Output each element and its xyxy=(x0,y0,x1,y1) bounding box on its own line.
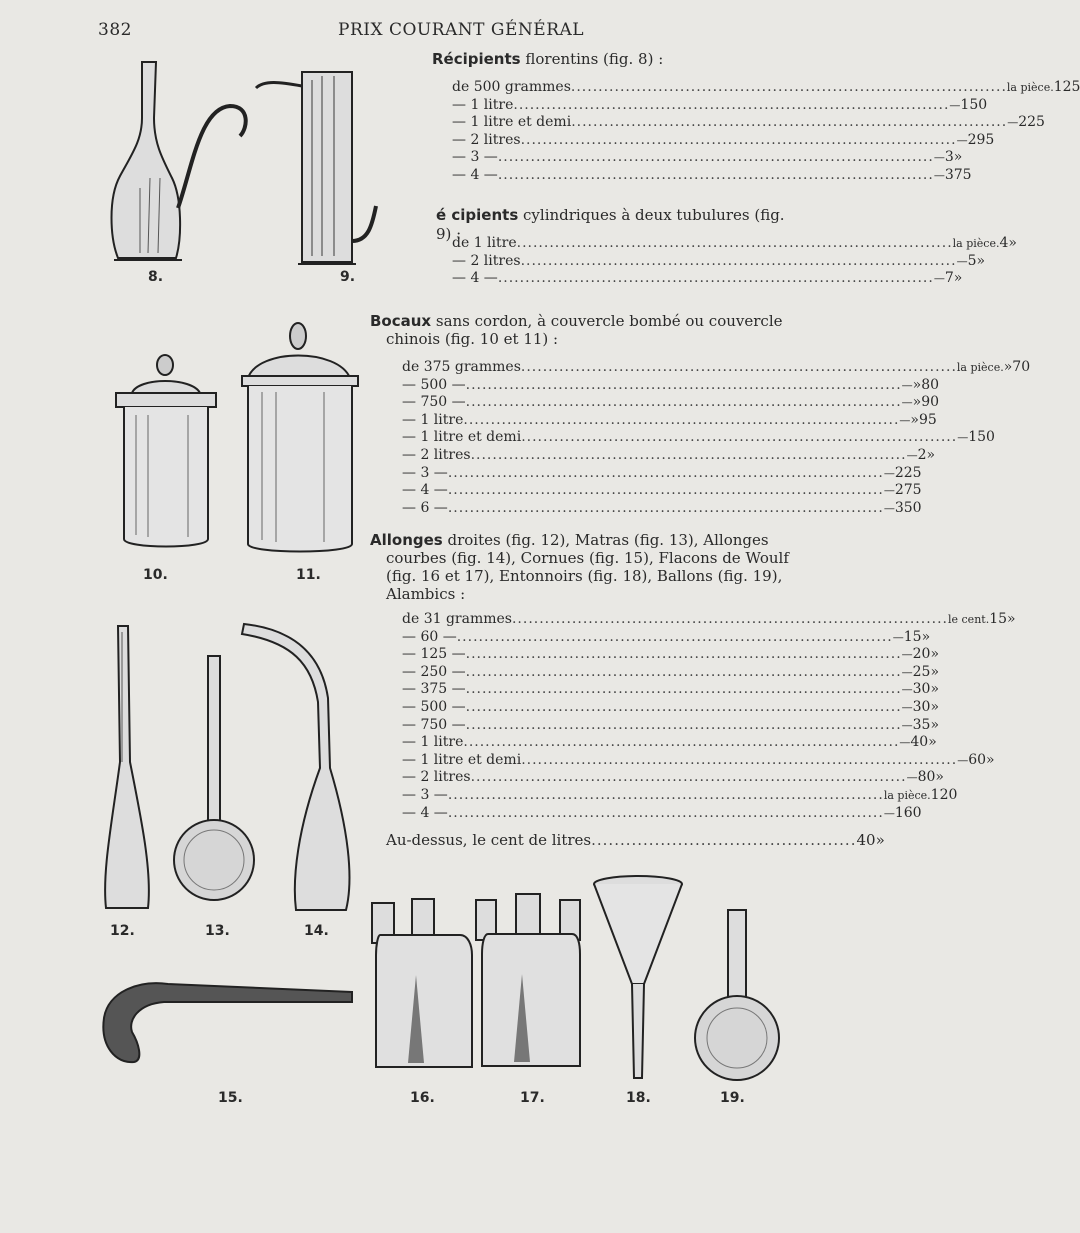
price-row xyxy=(402,646,940,663)
leader-dots: ................................................................................ xyxy=(521,751,958,768)
price-centimes: 50 xyxy=(903,499,922,516)
section-heading-rest: cylindriques à deux tubulures (fig. 9) : xyxy=(436,206,785,243)
price-francs: 7 xyxy=(944,270,954,287)
leader-dots: ................................................................................ xyxy=(465,716,902,733)
figure-10-jar xyxy=(112,355,222,555)
row-label: — 500 — xyxy=(402,376,466,393)
row-unit: — xyxy=(1007,116,1019,130)
figure-label-8: 8. xyxy=(148,269,164,285)
price-centimes: » xyxy=(953,270,963,287)
row-label: — 1 litre et demi xyxy=(452,114,572,131)
price-centimes: » xyxy=(928,734,937,751)
price-row xyxy=(402,464,922,482)
page-number: 382 xyxy=(98,20,132,40)
page-title: PRIX COURANT GÉNÉRAL xyxy=(338,20,585,40)
row-label: — 4 — xyxy=(402,804,448,821)
price-francs: 1 xyxy=(894,804,904,821)
figure-11-jar-chinese-lid xyxy=(238,322,362,557)
row-unit: — xyxy=(899,736,911,750)
price-francs: 15 xyxy=(903,628,922,645)
row-label: — 2 litres xyxy=(402,447,471,463)
leader-dots: ................................................................................ xyxy=(497,270,934,287)
row-unit: — xyxy=(957,431,969,445)
price-francs: 80 xyxy=(917,769,936,786)
price-centimes: » xyxy=(953,149,963,166)
price-row xyxy=(402,611,1016,628)
leader-dots: ................................................................................ xyxy=(520,359,957,375)
section-heading-line2: chinois (fig. 10 et 11) : xyxy=(386,330,559,348)
price-francs: 60 xyxy=(968,751,987,768)
row-unit: — xyxy=(883,806,895,820)
row-label: — 750 — xyxy=(402,394,466,411)
price-centimes: » xyxy=(930,681,940,698)
price-row xyxy=(452,235,1017,252)
row-label: — 3 — xyxy=(402,787,448,803)
row-label: de 375 grammes xyxy=(402,359,521,375)
section-heading-recipients-florentins xyxy=(432,50,663,69)
price-row xyxy=(402,716,940,734)
price-francs: 1 xyxy=(1053,79,1063,95)
section-heading-line2: courbes (fig. 14), Cornues (fig. 15), Flacons de Woulf xyxy=(386,549,789,567)
row-label: — 6 — xyxy=(402,499,448,516)
section-heading-line4: Alambics : xyxy=(386,585,466,603)
row-label: — 2 litres xyxy=(452,252,521,269)
row-unit: — xyxy=(956,254,968,268)
figure-9-cylindrical-recipient xyxy=(250,66,390,271)
row-label: — 1 litre xyxy=(402,734,464,751)
row-label: — 375 — xyxy=(402,681,466,698)
price-row xyxy=(402,787,958,804)
price-francs: 1 xyxy=(968,429,978,446)
row-unit: — xyxy=(933,151,945,165)
price-centimes: » xyxy=(930,646,940,663)
price-centimes: » xyxy=(986,751,995,768)
figure-label-12: 12. xyxy=(110,923,135,939)
price-row xyxy=(452,131,995,149)
price-francs: 35 xyxy=(912,716,931,733)
row-unit: — xyxy=(899,413,911,427)
price-francs: 40 xyxy=(856,831,876,849)
row-unit: — xyxy=(883,466,895,480)
figure-17-woulf-flask-three-necks xyxy=(474,890,586,1075)
figure-label-15: 15. xyxy=(218,1090,243,1106)
row-unit: la pièce. xyxy=(883,789,931,802)
price-row xyxy=(402,376,940,394)
price-centimes: 70 xyxy=(1012,359,1031,375)
leader-dots: ................................................................................ xyxy=(470,447,907,463)
figure-12-straight-allonge xyxy=(92,622,162,918)
row-unit: — xyxy=(906,771,918,785)
leader-dots: ................................................................................ xyxy=(447,787,884,803)
price-row xyxy=(452,79,1080,96)
figure-14-curved-allonge xyxy=(238,618,358,918)
price-row xyxy=(402,429,995,446)
price-francs: 3 xyxy=(894,499,904,516)
row-label: — 4 — xyxy=(452,167,498,183)
row-label: — 500 — xyxy=(402,699,466,715)
price-centimes: 25 xyxy=(903,464,922,481)
figure-18-funnel xyxy=(590,874,686,1084)
row-unit: la pièce. xyxy=(1006,81,1054,94)
row-unit: — xyxy=(901,701,913,714)
row-unit: — xyxy=(933,272,945,286)
section-heading-bold: Bocaux xyxy=(370,312,432,330)
row-label: de 31 grammes xyxy=(402,611,512,627)
row-unit: — xyxy=(956,133,968,147)
leader-dots: ................................................................................ xyxy=(465,663,902,680)
price-francs: 1 xyxy=(930,787,940,803)
price-row xyxy=(452,114,1045,131)
price-centimes: 75 xyxy=(953,167,972,183)
row-label: — 1 litre xyxy=(402,411,464,428)
price-centimes: » xyxy=(921,628,931,645)
price-francs: 5 xyxy=(967,252,977,269)
price-centimes: 95 xyxy=(918,411,937,428)
figure-19-balloon-flask xyxy=(692,906,784,1084)
price-row xyxy=(402,447,936,464)
row-label: de 1 litre xyxy=(452,235,517,251)
leader-dots: ................................................................................ xyxy=(463,734,900,751)
row-unit: — xyxy=(949,98,961,112)
figure-label-9: 9. xyxy=(340,269,356,285)
price-row xyxy=(402,359,1031,376)
row-unit: — xyxy=(901,718,913,732)
figure-label-18: 18. xyxy=(626,1090,651,1106)
section-heading-rest: florentins (fig. 8) : xyxy=(520,50,664,68)
leader-dots: ................................................................................ xyxy=(571,114,1008,131)
row-unit: — xyxy=(906,449,918,462)
footer-price-row xyxy=(386,831,885,849)
price-francs: 20 xyxy=(912,646,931,663)
leader-dots: ................................................................................ xyxy=(447,804,884,821)
row-label: — 250 — xyxy=(402,663,466,680)
section-heading-bold: é cipients xyxy=(436,206,519,224)
price-centimes: » xyxy=(930,699,940,715)
leader-dots: ................................................................................ xyxy=(520,131,957,148)
row-label: — 1 litre xyxy=(452,96,514,113)
price-francs: » xyxy=(912,376,922,393)
section-heading-rest: droites (fig. 12), Matras (fig. 13), Allonges xyxy=(442,531,769,549)
price-row xyxy=(402,734,937,751)
price-francs: 2 xyxy=(967,131,977,148)
price-centimes: 25 xyxy=(1027,114,1045,131)
row-label: — 1 litre et demi xyxy=(402,429,522,446)
leader-dots: ................................................................................ xyxy=(463,411,900,428)
price-row xyxy=(452,96,988,114)
price-centimes: 50 xyxy=(969,96,988,113)
row-unit: la pièce. xyxy=(952,237,1000,250)
price-row xyxy=(402,663,940,681)
row-label: de 500 grammes xyxy=(452,79,571,95)
price-row xyxy=(402,769,944,786)
row-label: — 4 — xyxy=(452,270,498,287)
price-francs: 1 xyxy=(960,96,970,113)
price-francs: 25 xyxy=(912,663,931,680)
price-francs: 30 xyxy=(912,681,931,698)
price-row xyxy=(402,751,995,769)
price-centimes: 50 xyxy=(977,429,995,446)
figure-label-16: 16. xyxy=(410,1090,435,1106)
figure-label-19: 19. xyxy=(720,1090,745,1106)
figure-label-11: 11. xyxy=(296,567,321,583)
leader-dots: ................................................................................ xyxy=(465,646,902,663)
row-label: — 2 litres xyxy=(402,769,471,786)
leader-dots: ................................................................................ xyxy=(447,499,884,516)
leader-dots: .............................................. xyxy=(591,831,857,849)
figure-label-17: 17. xyxy=(520,1090,545,1106)
price-centimes: » xyxy=(926,447,936,463)
section-heading-bocaux xyxy=(370,312,783,331)
leader-dots: ................................................................................ xyxy=(513,96,950,113)
row-label: — 1 litre et demi xyxy=(402,751,522,768)
row-unit: — xyxy=(933,169,945,182)
row-unit: — xyxy=(901,378,913,392)
figure-label-14: 14. xyxy=(304,923,329,939)
price-francs: » xyxy=(1003,359,1013,375)
leader-dots: ................................................................................ xyxy=(570,79,1007,95)
section-heading-bold: Récipients xyxy=(432,50,521,68)
section-heading-bold: Allonges xyxy=(370,531,443,549)
price-francs: 3 xyxy=(944,149,954,166)
row-label: Au-dessus, le cent de litres xyxy=(386,831,592,849)
row-label: — 3 — xyxy=(402,464,448,481)
leader-dots: ................................................................................ xyxy=(497,149,934,166)
row-unit: — xyxy=(901,396,913,410)
price-row xyxy=(402,394,940,411)
price-francs: 2 xyxy=(894,464,904,481)
row-unit: — xyxy=(892,630,904,644)
price-centimes: 90 xyxy=(921,394,940,411)
leader-dots: ................................................................................ xyxy=(516,235,953,251)
price-centimes: 80 xyxy=(921,376,940,393)
price-centimes: » xyxy=(935,769,944,786)
leader-dots: ................................................................................ xyxy=(520,252,957,269)
row-unit: — xyxy=(901,683,913,697)
price-row xyxy=(452,167,972,184)
row-unit: — xyxy=(883,501,895,515)
price-francs: 15 xyxy=(989,611,1008,627)
figure-label-13: 13. xyxy=(205,923,230,939)
row-unit: — xyxy=(901,648,913,662)
price-francs: » xyxy=(912,394,922,411)
price-centimes: 20 xyxy=(939,787,958,803)
leader-dots: ................................................................................ xyxy=(521,429,958,446)
row-unit: le cent. xyxy=(948,613,990,626)
leader-dots: ................................................................................ xyxy=(447,464,884,481)
price-row xyxy=(402,681,940,698)
price-row xyxy=(452,252,986,270)
row-label: — 4 — xyxy=(402,482,448,499)
price-francs: 2 xyxy=(917,447,927,463)
row-label: — 60 — xyxy=(402,628,457,645)
leader-dots: ................................................................................ xyxy=(511,611,948,627)
figure-8-florentine-flask xyxy=(100,58,260,273)
section-heading-line3: (fig. 16 et 17), Entonnoirs (fig. 18), Ballons (fig. 19), xyxy=(386,567,783,585)
price-francs: 30 xyxy=(912,699,931,715)
price-row xyxy=(402,699,940,716)
price-row xyxy=(402,482,922,499)
leader-dots: ................................................................................ xyxy=(465,699,902,715)
price-francs: 3 xyxy=(944,167,954,183)
price-centimes: » xyxy=(1007,611,1016,627)
price-francs: 40 xyxy=(910,734,929,751)
figure-16-woulf-flask xyxy=(364,895,474,1075)
leader-dots: ................................................................................ xyxy=(465,376,902,393)
row-unit: — xyxy=(901,665,913,679)
price-centimes: » xyxy=(976,252,986,269)
figure-15-retort xyxy=(98,962,358,1072)
row-unit: — xyxy=(957,753,969,767)
row-label: — 750 — xyxy=(402,716,466,733)
price-centimes: 95 xyxy=(976,131,995,148)
row-unit: la pièce. xyxy=(956,361,1004,374)
row-label: — 125 — xyxy=(402,646,466,663)
leader-dots: ................................................................................ xyxy=(470,769,907,786)
leader-dots: ................................................................................ xyxy=(465,681,902,698)
leader-dots: ................................................................................ xyxy=(497,167,934,183)
figure-label-10: 10. xyxy=(143,567,168,583)
price-centimes: 25 xyxy=(1062,79,1080,95)
section-heading-allonges xyxy=(370,531,769,550)
price-centimes: 75 xyxy=(903,482,922,499)
price-row xyxy=(402,628,931,646)
section-heading-rest: sans cordon, à couvercle bombé ou couvercle xyxy=(431,312,783,330)
row-label: — 3 — xyxy=(452,149,498,166)
price-row xyxy=(402,499,922,517)
price-francs: 4 xyxy=(999,235,1009,251)
row-unit: — xyxy=(883,484,895,498)
leader-dots: ................................................................................ xyxy=(456,628,893,645)
price-row xyxy=(402,411,937,429)
leader-dots: ................................................................................ xyxy=(465,394,902,411)
price-francs: 2 xyxy=(1018,114,1028,131)
price-row xyxy=(402,804,922,822)
row-label: — 2 litres xyxy=(452,131,521,148)
price-centimes: 60 xyxy=(903,804,922,821)
price-centimes: » xyxy=(930,716,940,733)
price-francs: 2 xyxy=(894,482,904,499)
price-row xyxy=(452,149,963,166)
price-row xyxy=(452,270,963,287)
price-francs: » xyxy=(910,411,919,428)
leader-dots: ................................................................................ xyxy=(447,482,884,499)
price-centimes: » xyxy=(930,663,940,680)
price-centimes: » xyxy=(1008,235,1017,251)
price-centimes: » xyxy=(875,831,885,849)
